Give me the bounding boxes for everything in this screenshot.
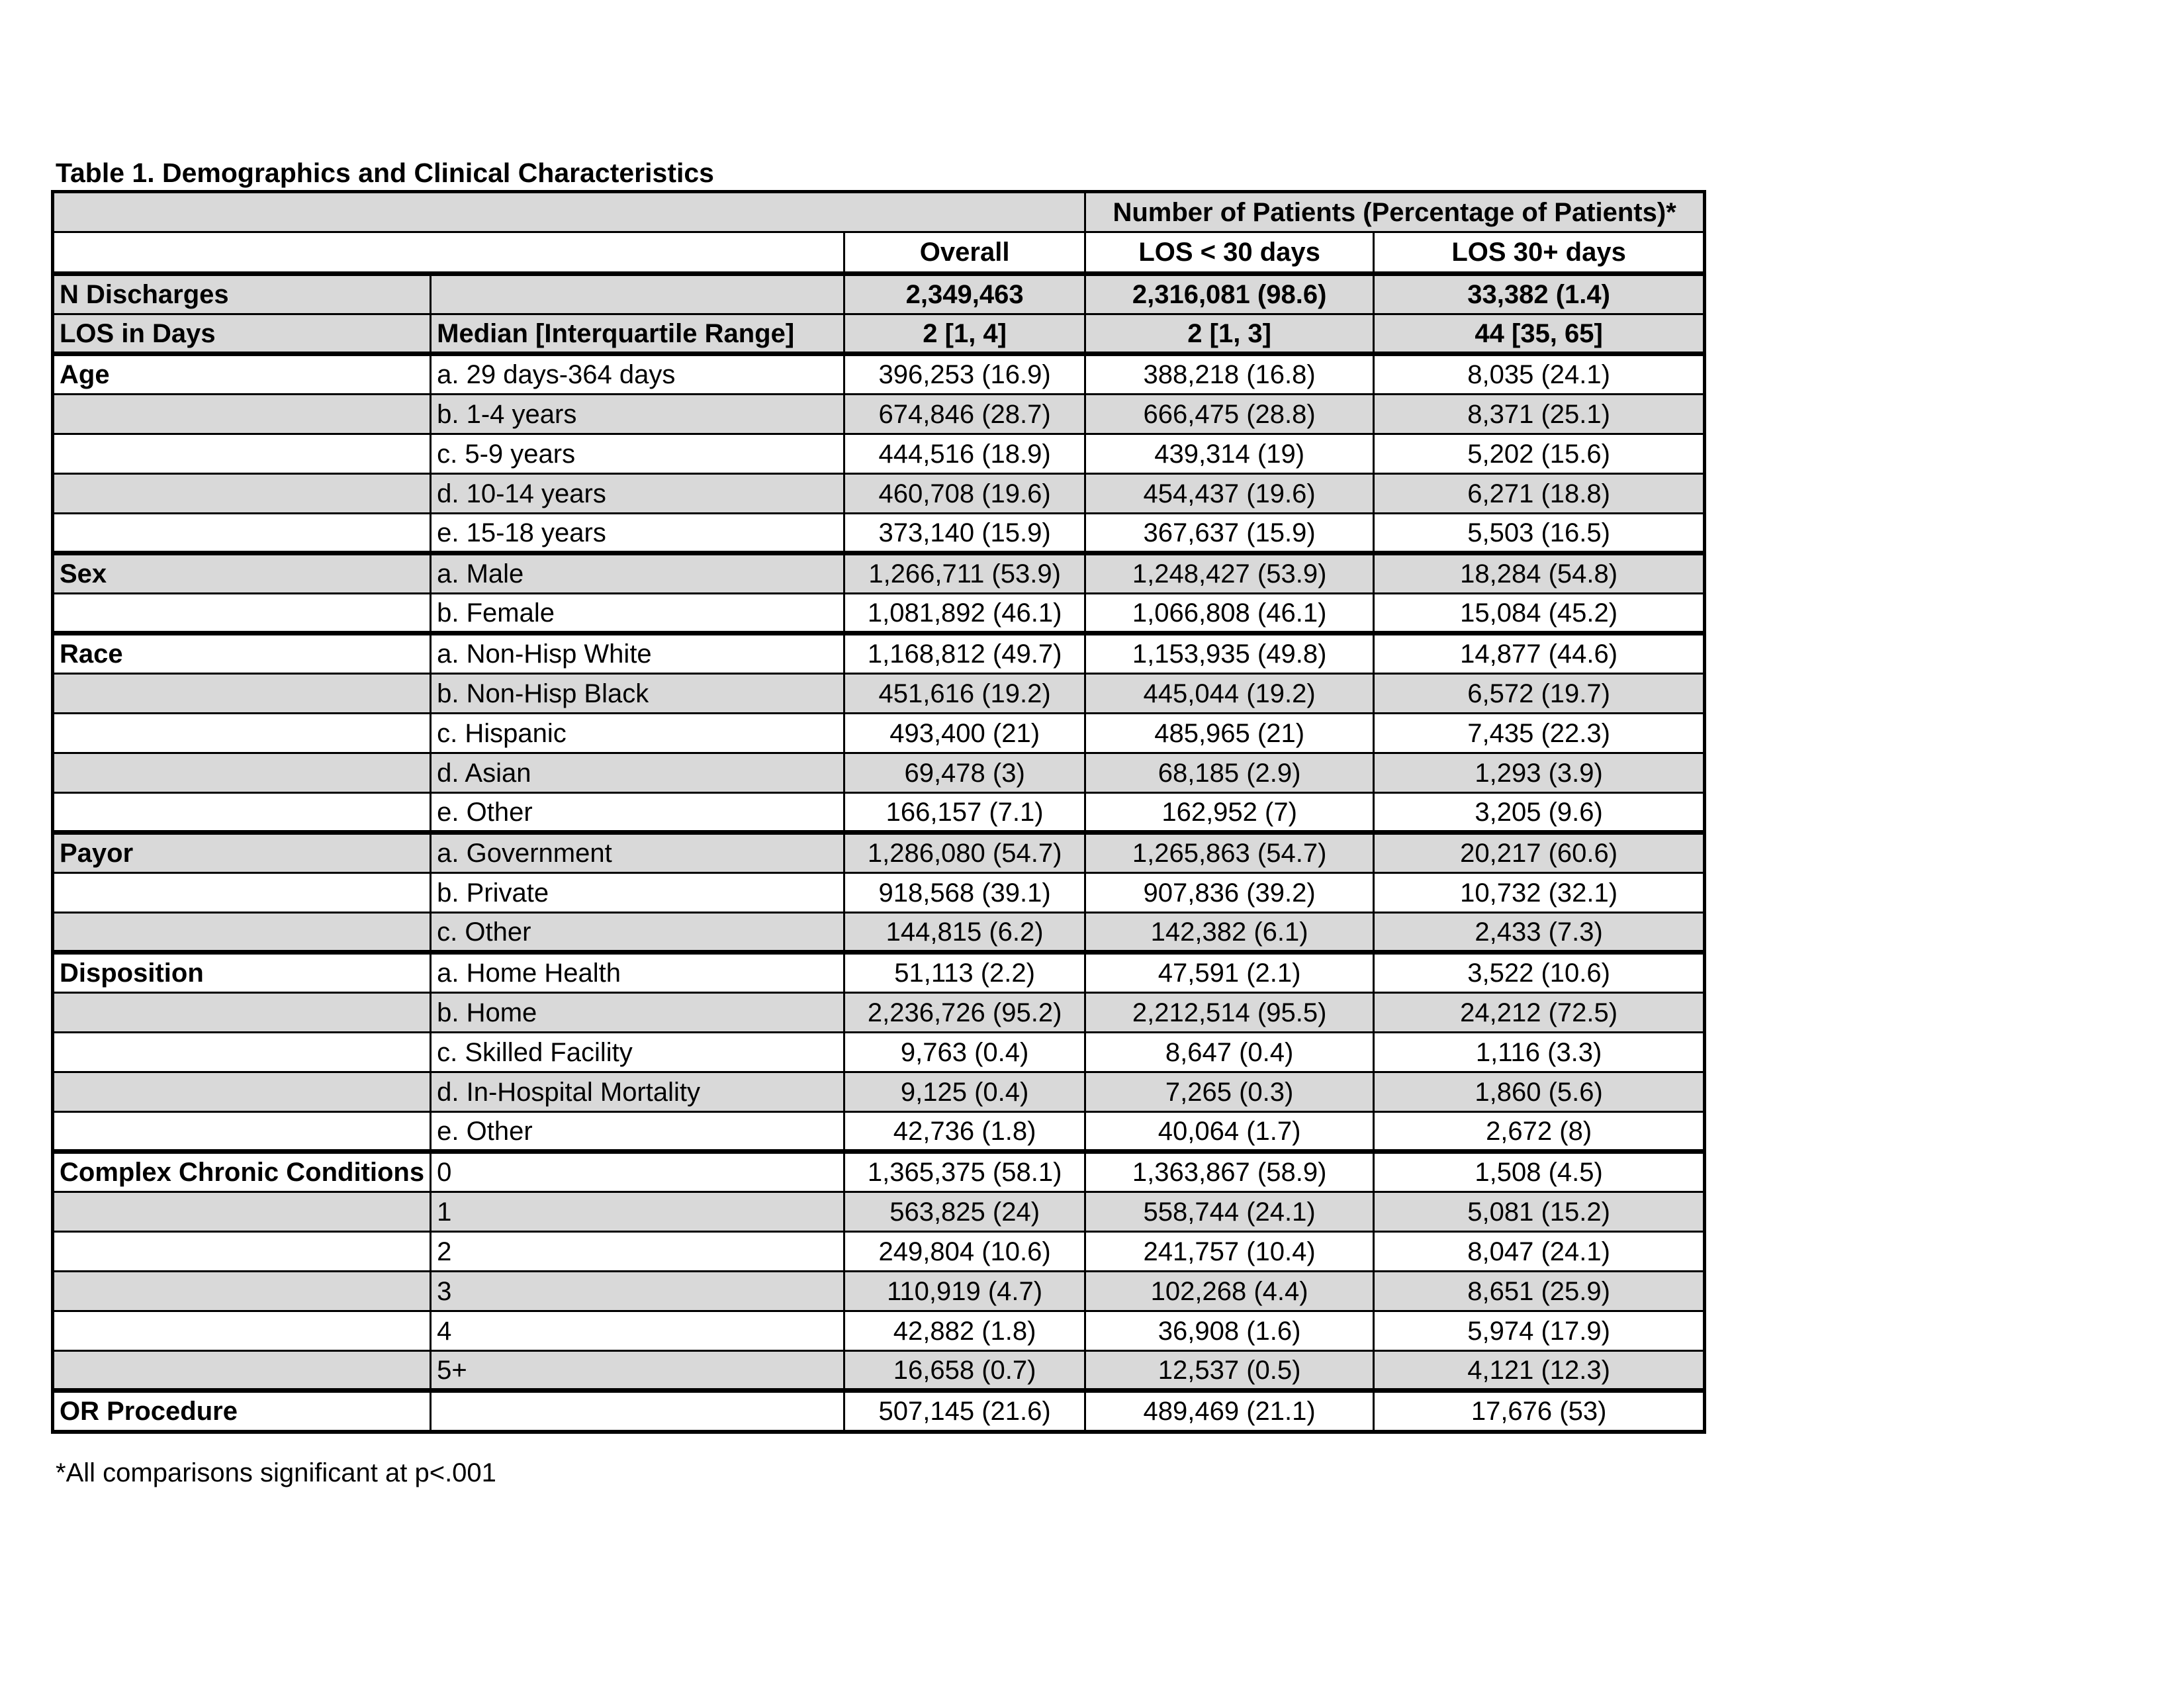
los-30plus-cell: 1,116 (3.3) xyxy=(1374,1033,1705,1072)
header-los-lt30: LOS < 30 days xyxy=(1085,232,1374,274)
los-lt30-cell: 12,537 (0.5) xyxy=(1085,1351,1374,1391)
header-group-cell: Number of Patients (Percentage of Patients)* xyxy=(1085,192,1705,232)
table-row xyxy=(53,274,1705,314)
overall-cell: 2,236,726 (95.2) xyxy=(844,993,1085,1033)
overall-cell: 16,658 (0.7) xyxy=(844,1351,1085,1391)
los-lt30-cell: 68,185 (2.9) xyxy=(1085,753,1374,793)
los-30plus-cell: 8,651 (25.9) xyxy=(1374,1272,1705,1311)
header-blank-cell xyxy=(53,192,1085,232)
subcategory-cell: d. In-Hospital Mortality xyxy=(431,1072,844,1112)
los-lt30-cell: 1,153,935 (49.8) xyxy=(1085,633,1374,674)
table-row xyxy=(53,1272,1705,1311)
header-los-30plus: LOS 30+ days xyxy=(1374,232,1705,274)
category-cell xyxy=(53,714,431,753)
table-row xyxy=(53,553,1705,594)
overall-cell: 51,113 (2.2) xyxy=(844,953,1085,993)
category-cell xyxy=(53,674,431,714)
los-lt30-cell: 388,218 (16.8) xyxy=(1085,354,1374,395)
subcategory-cell: a. Government xyxy=(431,833,844,873)
los-30plus-cell: 8,047 (24.1) xyxy=(1374,1232,1705,1272)
los-30plus-cell: 1,293 (3.9) xyxy=(1374,753,1705,793)
overall-cell: 42,736 (1.8) xyxy=(844,1112,1085,1152)
overall-cell: 2,349,463 xyxy=(844,274,1085,314)
overall-cell: 460,708 (19.6) xyxy=(844,474,1085,514)
los-lt30-cell: 2,316,081 (98.6) xyxy=(1085,274,1374,314)
table-row xyxy=(53,395,1705,434)
los-lt30-cell: 907,836 (39.2) xyxy=(1085,873,1374,913)
category-cell xyxy=(53,1351,431,1391)
category-cell xyxy=(53,1192,431,1232)
category-cell xyxy=(53,913,431,953)
los-lt30-cell: 558,744 (24.1) xyxy=(1085,1192,1374,1232)
overall-cell: 507,145 (21.6) xyxy=(844,1391,1085,1432)
overall-cell: 2 [1, 4] xyxy=(844,314,1085,354)
los-lt30-cell: 142,382 (6.1) xyxy=(1085,913,1374,953)
overall-cell: 1,081,892 (46.1) xyxy=(844,594,1085,633)
table-row xyxy=(53,793,1705,833)
los-lt30-cell: 485,965 (21) xyxy=(1085,714,1374,753)
table-row xyxy=(53,833,1705,873)
category-cell xyxy=(53,594,431,633)
los-lt30-cell: 241,757 (10.4) xyxy=(1085,1232,1374,1272)
table-row xyxy=(53,1391,1705,1432)
table-row xyxy=(53,1112,1705,1152)
overall-cell: 69,478 (3) xyxy=(844,753,1085,793)
los-30plus-cell: 2,433 (7.3) xyxy=(1374,913,1705,953)
los-lt30-cell: 2 [1, 3] xyxy=(1085,314,1374,354)
los-lt30-cell: 7,265 (0.3) xyxy=(1085,1072,1374,1112)
subcategory-cell: 1 xyxy=(431,1192,844,1232)
subcategory-cell: d. Asian xyxy=(431,753,844,793)
table-title: Table 1. Demographics and Clinical Characteristics xyxy=(56,158,714,188)
subcategory-cell: 4 xyxy=(431,1311,844,1351)
los-lt30-cell: 47,591 (2.1) xyxy=(1085,953,1374,993)
overall-cell: 918,568 (39.1) xyxy=(844,873,1085,913)
subcategory-cell: a. Non-Hisp White xyxy=(431,633,844,674)
demographics-table xyxy=(51,190,1706,1434)
los-30plus-cell: 3,205 (9.6) xyxy=(1374,793,1705,833)
los-lt30-cell: 8,647 (0.4) xyxy=(1085,1033,1374,1072)
los-30plus-cell: 5,081 (15.2) xyxy=(1374,1192,1705,1232)
category-cell: OR Procedure xyxy=(53,1391,431,1432)
los-30plus-cell: 2,672 (8) xyxy=(1374,1112,1705,1152)
category-cell xyxy=(53,1033,431,1072)
overall-cell: 42,882 (1.8) xyxy=(844,1311,1085,1351)
table-row xyxy=(53,1232,1705,1272)
subcategory-cell: a. Male xyxy=(431,553,844,594)
subcategory-cell: b. Female xyxy=(431,594,844,633)
los-30plus-cell: 5,202 (15.6) xyxy=(1374,434,1705,474)
los-30plus-cell: 20,217 (60.6) xyxy=(1374,833,1705,873)
overall-cell: 144,815 (6.2) xyxy=(844,913,1085,953)
subcategory-cell: b. Private xyxy=(431,873,844,913)
overall-cell: 1,266,711 (53.9) xyxy=(844,553,1085,594)
header-overall: Overall xyxy=(844,232,1085,274)
los-30plus-cell: 44 [35, 65] xyxy=(1374,314,1705,354)
category-cell xyxy=(53,1112,431,1152)
los-30plus-cell: 7,435 (22.3) xyxy=(1374,714,1705,753)
subcategory-cell xyxy=(431,274,844,314)
category-cell: Age xyxy=(53,354,431,395)
los-30plus-cell: 8,371 (25.1) xyxy=(1374,395,1705,434)
category-cell xyxy=(53,1272,431,1311)
los-30plus-cell: 6,572 (19.7) xyxy=(1374,674,1705,714)
los-lt30-cell: 439,314 (19) xyxy=(1085,434,1374,474)
subcategory-cell: e. 15-18 years xyxy=(431,514,844,553)
overall-cell: 563,825 (24) xyxy=(844,1192,1085,1232)
table-row xyxy=(53,1192,1705,1232)
table-row xyxy=(53,633,1705,674)
los-30plus-cell: 15,084 (45.2) xyxy=(1374,594,1705,633)
subcategory-cell: e. Other xyxy=(431,1112,844,1152)
category-cell xyxy=(53,434,431,474)
table-row xyxy=(53,953,1705,993)
category-cell xyxy=(53,1311,431,1351)
los-30plus-cell: 5,503 (16.5) xyxy=(1374,514,1705,553)
subcategory-cell: 2 xyxy=(431,1232,844,1272)
category-cell: Disposition xyxy=(53,953,431,993)
subcategory-cell: Median [Interquartile Range] xyxy=(431,314,844,354)
table-row xyxy=(53,1311,1705,1351)
table-row xyxy=(53,434,1705,474)
table-row xyxy=(53,514,1705,553)
los-lt30-cell: 36,908 (1.6) xyxy=(1085,1311,1374,1351)
table-row xyxy=(53,753,1705,793)
los-30plus-cell: 14,877 (44.6) xyxy=(1374,633,1705,674)
los-lt30-cell: 1,363,867 (58.9) xyxy=(1085,1152,1374,1192)
table-row xyxy=(53,1033,1705,1072)
subcategory-cell: e. Other xyxy=(431,793,844,833)
los-30plus-cell: 3,522 (10.6) xyxy=(1374,953,1705,993)
los-lt30-cell: 1,248,427 (53.9) xyxy=(1085,553,1374,594)
category-cell xyxy=(53,514,431,553)
table-row xyxy=(53,873,1705,913)
los-lt30-cell: 2,212,514 (95.5) xyxy=(1085,993,1374,1033)
los-lt30-cell: 1,066,808 (46.1) xyxy=(1085,594,1374,633)
los-lt30-cell: 102,268 (4.4) xyxy=(1085,1272,1374,1311)
los-30plus-cell: 33,382 (1.4) xyxy=(1374,274,1705,314)
overall-cell: 1,168,812 (49.7) xyxy=(844,633,1085,674)
los-lt30-cell: 454,437 (19.6) xyxy=(1085,474,1374,514)
los-lt30-cell: 666,475 (28.8) xyxy=(1085,395,1374,434)
los-30plus-cell: 5,974 (17.9) xyxy=(1374,1311,1705,1351)
table-row xyxy=(53,1351,1705,1391)
subcategory-cell: b. Home xyxy=(431,993,844,1033)
overall-cell: 9,125 (0.4) xyxy=(844,1072,1085,1112)
overall-cell: 166,157 (7.1) xyxy=(844,793,1085,833)
table-row xyxy=(53,674,1705,714)
category-cell: Complex Chronic Conditions xyxy=(53,1152,431,1192)
table-row xyxy=(53,913,1705,953)
overall-cell: 396,253 (16.9) xyxy=(844,354,1085,395)
los-30plus-cell: 24,212 (72.5) xyxy=(1374,993,1705,1033)
category-cell xyxy=(53,474,431,514)
subcategory-cell: b. 1-4 years xyxy=(431,395,844,434)
los-30plus-cell: 18,284 (54.8) xyxy=(1374,553,1705,594)
category-cell xyxy=(53,793,431,833)
los-30plus-cell: 17,676 (53) xyxy=(1374,1391,1705,1432)
subcategory-cell: c. Hispanic xyxy=(431,714,844,753)
category-cell: Race xyxy=(53,633,431,674)
los-lt30-cell: 162,952 (7) xyxy=(1085,793,1374,833)
overall-cell: 1,286,080 (54.7) xyxy=(844,833,1085,873)
overall-cell: 249,804 (10.6) xyxy=(844,1232,1085,1272)
los-30plus-cell: 1,860 (5.6) xyxy=(1374,1072,1705,1112)
table-row xyxy=(53,1152,1705,1192)
subcategory-cell xyxy=(431,1391,844,1432)
category-cell xyxy=(53,873,431,913)
overall-cell: 493,400 (21) xyxy=(844,714,1085,753)
overall-cell: 1,365,375 (58.1) xyxy=(844,1152,1085,1192)
table-row xyxy=(53,1072,1705,1112)
overall-cell: 444,516 (18.9) xyxy=(844,434,1085,474)
overall-cell: 451,616 (19.2) xyxy=(844,674,1085,714)
table-row xyxy=(53,594,1705,633)
los-lt30-cell: 367,637 (15.9) xyxy=(1085,514,1374,553)
category-cell xyxy=(53,1072,431,1112)
los-lt30-cell: 489,469 (21.1) xyxy=(1085,1391,1374,1432)
los-lt30-cell: 445,044 (19.2) xyxy=(1085,674,1374,714)
los-30plus-cell: 6,271 (18.8) xyxy=(1374,474,1705,514)
overall-cell: 674,846 (28.7) xyxy=(844,395,1085,434)
overall-cell: 110,919 (4.7) xyxy=(844,1272,1085,1311)
subcategory-cell: c. Other xyxy=(431,913,844,953)
subcategory-cell: a. Home Health xyxy=(431,953,844,993)
subcategory-cell: 5+ xyxy=(431,1351,844,1391)
los-30plus-cell: 8,035 (24.1) xyxy=(1374,354,1705,395)
overall-cell: 9,763 (0.4) xyxy=(844,1033,1085,1072)
los-30plus-cell: 4,121 (12.3) xyxy=(1374,1351,1705,1391)
category-cell: N Discharges xyxy=(53,274,431,314)
subcategory-cell: 0 xyxy=(431,1152,844,1192)
category-cell xyxy=(53,993,431,1033)
subcategory-cell: d. 10-14 years xyxy=(431,474,844,514)
subcategory-cell: b. Non-Hisp Black xyxy=(431,674,844,714)
subcategory-cell: a. 29 days-364 days xyxy=(431,354,844,395)
los-lt30-cell: 40,064 (1.7) xyxy=(1085,1112,1374,1152)
subcategory-cell: 3 xyxy=(431,1272,844,1311)
footnote: *All comparisons significant at p<.001 xyxy=(56,1458,496,1487)
table-row xyxy=(53,314,1705,354)
category-cell: Payor xyxy=(53,833,431,873)
table-row xyxy=(53,714,1705,753)
header-group-row xyxy=(53,192,1705,232)
table-row xyxy=(53,993,1705,1033)
table-row xyxy=(53,474,1705,514)
los-30plus-cell: 1,508 (4.5) xyxy=(1374,1152,1705,1192)
subcategory-cell: c. Skilled Facility xyxy=(431,1033,844,1072)
header-columns-row xyxy=(53,232,1705,274)
category-cell xyxy=(53,1232,431,1272)
header-empty-cell xyxy=(53,232,844,274)
table-row xyxy=(53,354,1705,395)
category-cell: LOS in Days xyxy=(53,314,431,354)
category-cell xyxy=(53,395,431,434)
category-cell xyxy=(53,753,431,793)
los-30plus-cell: 10,732 (32.1) xyxy=(1374,873,1705,913)
los-lt30-cell: 1,265,863 (54.7) xyxy=(1085,833,1374,873)
category-cell: Sex xyxy=(53,553,431,594)
overall-cell: 373,140 (15.9) xyxy=(844,514,1085,553)
subcategory-cell: c. 5-9 years xyxy=(431,434,844,474)
